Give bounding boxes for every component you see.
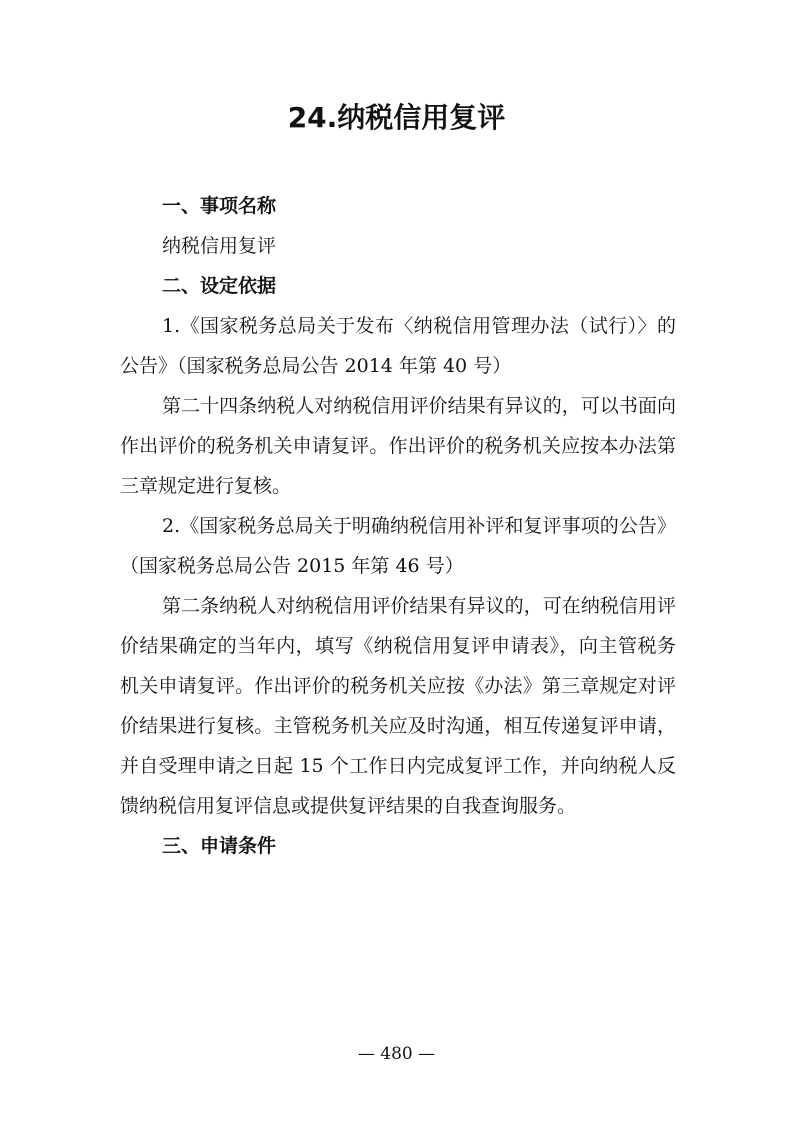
page-number: — 480 — [357, 1044, 436, 1064]
section-heading-application-conditions: 三、申请条件 [162, 835, 277, 857]
section-heading-legal-basis: 二、设定依据 [162, 275, 277, 297]
legal-basis-paragraph-4: 第二条纳税人对纳税信用评价结果有异议的，可在纳税信用评价结果确定的当年内，填写《纳税信用复评申请表》，向主管税务机关申请复评。作出评价的税务机关应按《办法》第三章规定对评价结果进行复核。主管税务机关应及时沟通，相互传递复评申请，并自受理申请之日起 15 个工作日内完成复评工作，并向纳税人反馈纳税信用复评信息或提供复评结果的自我查询服务。 [120, 595, 676, 817]
legal-basis-paragraph-1: 1.《国家税务总局关于发布〈纳税信用管理办法（试行）〉的公告》（国家税务总局公告 2014 年第 40 号） [120, 315, 676, 377]
item-name-text: 纳税信用复评 [162, 235, 277, 257]
page-title: 24.纳税信用复评 [287, 101, 506, 134]
legal-basis-paragraph-3: 2.《国家税务总局关于明确纳税信用补评和复评事项的公告》（国家税务总局公告 2015 年第 46 号） [120, 515, 676, 577]
legal-basis-paragraph-2: 第二十四条纳税人对纳税信用评价结果有异议的，可以书面向作出评价的税务机关申请复评。作出评价的税务机关应按本办法第三章规定进行复核。 [120, 395, 676, 497]
document-body [120, 186, 676, 866]
section-heading-item-name: 一、事项名称 [162, 195, 277, 217]
